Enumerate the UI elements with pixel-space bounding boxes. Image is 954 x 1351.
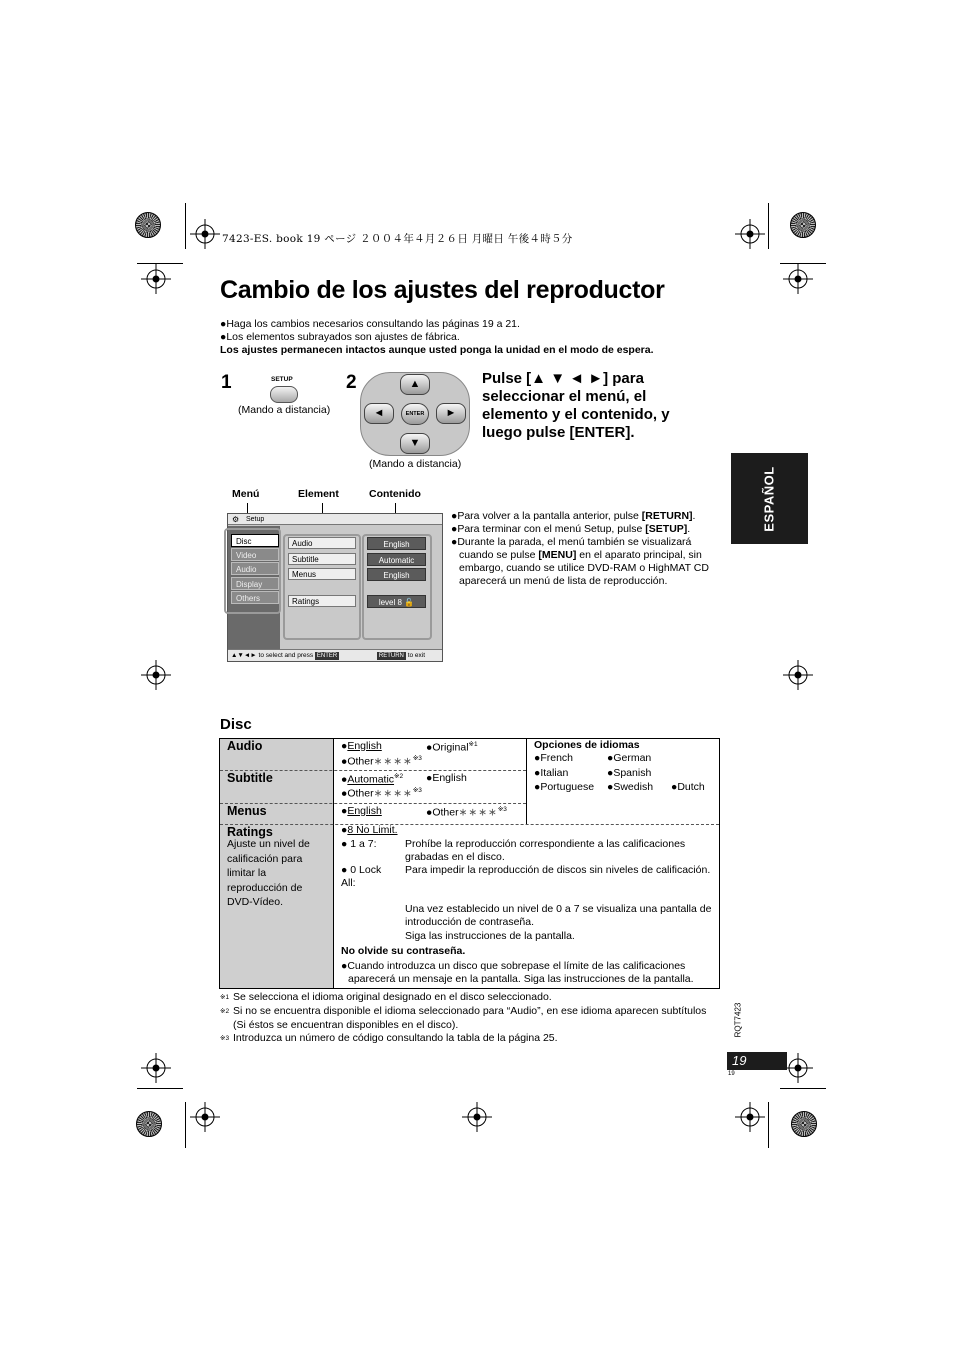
enter-button[interactable]: ENTER xyxy=(401,403,429,425)
ratings-follow-note: Siga las instrucciones de la pantalla. xyxy=(405,930,575,942)
disc-settings-table xyxy=(219,738,720,989)
row-label-subtitle: Subtitle xyxy=(227,771,273,785)
note-menu: ●Durante la parada, el menú también se visualizará cuando se pulse [MENU] en el aparato principal, sin embargo, cuando se utilice DVD-RAM o HighMAT CD aparecerá un menú de lista de reproducción. xyxy=(451,536,709,587)
registration-mark-icon xyxy=(783,660,813,690)
language-swedish: ●Swedish xyxy=(607,781,654,793)
menus-option-english: ●English xyxy=(341,805,382,817)
subtitle-option-automatic: ●Automatic$^{※2}$ xyxy=(341,773,404,786)
intro-line-bold: Los ajustes permanecen intactos aunque usted ponga la unidad en el modo de espera. xyxy=(220,343,654,356)
section-title: Disc xyxy=(220,716,252,733)
footnote: ※1 Se selecciona el idioma original designado en el disco seleccionado. xyxy=(220,991,552,1003)
language-french: ●French xyxy=(534,752,574,764)
note-setup: ●Para terminar con el menú Setup, pulse [SETUP]. xyxy=(451,523,691,535)
step-1-number: 1 xyxy=(221,372,232,393)
audio-option-original: ●Original$^{※1}$ xyxy=(426,741,478,754)
page-number-small: 19 xyxy=(728,1071,735,1077)
audio-option-other: ●Other∗∗∗∗$^{※3}$ xyxy=(341,755,422,768)
footnote: ※2 Si no se encuentra disponible el idioma seleccionado para “Audio”, en ese idioma aparecen subtítulos (Si éstos se encuentran disponibles en el disco). xyxy=(220,1004,707,1031)
step-2-number: 2 xyxy=(346,372,357,393)
subtitle-option-english: ●English xyxy=(426,772,467,784)
note-return: ●Para volver a la pantalla anterior, pulse [RETURN]. xyxy=(451,510,696,522)
language-italian: ●Italian xyxy=(534,767,569,779)
footer-exit-text: to exit xyxy=(407,652,426,659)
language-german: ●German xyxy=(607,752,652,764)
intro-notes xyxy=(220,318,654,356)
registration-mark-icon xyxy=(190,1102,220,1132)
screen-title: Setup xyxy=(246,516,265,523)
remote-caption: (Mando a distancia) xyxy=(238,404,331,416)
subtitle-option-other: ●Other∗∗∗∗$^{※3}$ xyxy=(341,787,422,800)
element-ratings[interactable]: Ratings xyxy=(288,595,356,607)
row-label-menus: Menus xyxy=(227,804,267,818)
menu-item-display[interactable]: Display xyxy=(231,577,279,590)
remote-caption: (Mando a distancia) xyxy=(369,458,462,470)
content-subtitle-value[interactable]: Automatic xyxy=(367,553,426,566)
registration-mark-icon xyxy=(735,219,765,249)
element-subtitle[interactable]: Subtitle xyxy=(288,553,356,565)
print-header: 7423-ES. book 19 ページ ２００４年４月２６日 月曜日 午後４時５分 xyxy=(222,233,573,245)
row-label-audio: Audio xyxy=(227,739,263,753)
setup-button[interactable] xyxy=(270,386,298,403)
password-warning-heading: No olvide su contraseña. xyxy=(341,945,466,957)
lock-icon: 🔓 xyxy=(404,598,415,607)
page-number: 19 xyxy=(727,1052,787,1070)
setup-screen xyxy=(227,513,443,662)
ratings-options xyxy=(341,824,716,986)
menu-item-others[interactable]: Others xyxy=(231,591,279,604)
footnote: ※3 Introduzca un número de código consultando la tabla de la página 25. xyxy=(220,1032,558,1045)
setup-icon: ⚙ xyxy=(232,515,240,524)
table-divider xyxy=(526,739,527,825)
screen-title-bar xyxy=(228,514,442,525)
intro-line: ●Haga los cambios necesarios consultando las páginas 19 a 21. xyxy=(220,318,520,330)
footer-select-text: ▲▼◄► to select and press xyxy=(231,652,314,659)
registration-mark-icon xyxy=(190,219,220,249)
ratings-description: Ajuste un nivel de calificación para limitar la reproducción de DVD-Vídeo. xyxy=(227,838,310,908)
registration-mark-icon xyxy=(735,1102,765,1132)
ratings-lock-all: ● 0 Lock All: Para impedir la reproducción de discos sin niveles de calificación. xyxy=(341,864,711,889)
registration-mark-icon xyxy=(141,1053,171,1083)
menu-item-audio[interactable]: Audio xyxy=(231,562,279,575)
label-element: Element xyxy=(298,488,339,500)
audio-option-english: ●English xyxy=(341,740,382,752)
up-arrow-button[interactable]: ▲ xyxy=(400,374,430,395)
document-code: RQT7423 xyxy=(733,1002,743,1038)
ratings-password-note: Una vez establecido un nivel de 0 a 7 se visualiza una pantalla de introducción de contraseña. xyxy=(405,903,712,928)
intro-line: ●Los elementos subrayados son ajustes de fábrica. xyxy=(220,330,460,343)
rosette-bottom-left-icon xyxy=(136,1111,162,1137)
rosette-top-right-icon xyxy=(790,212,816,238)
step-2-instruction: Pulse [▲ ▼ ◄ ►] para seleccionar el menú, el elemento y el contenido, y luego pulse [ENTER]. xyxy=(482,370,670,441)
language-tab xyxy=(731,453,808,544)
footnotes xyxy=(220,991,720,1046)
page-title: Cambio de los ajustes del reproductor xyxy=(220,276,665,304)
row-label-ratings: Ratings xyxy=(227,825,273,839)
language-tab-label: ESPAÑOL xyxy=(761,466,777,532)
left-arrow-button[interactable]: ◄ xyxy=(364,403,394,424)
language-spanish: ●Spanish xyxy=(607,767,652,779)
registration-mark-icon xyxy=(783,1053,813,1083)
rosette-top-left-icon xyxy=(135,212,161,238)
element-audio[interactable]: Audio xyxy=(288,537,356,549)
footer-return-key: RETURN xyxy=(378,653,404,659)
registration-mark-icon xyxy=(783,264,813,294)
registration-mark-icon xyxy=(141,660,171,690)
label-menu: Menú xyxy=(232,488,260,500)
content-ratings-value[interactable] xyxy=(367,595,426,608)
right-arrow-button[interactable]: ► xyxy=(436,403,466,424)
label-content: Contenido xyxy=(369,488,421,500)
content-menus-value[interactable]: English xyxy=(367,568,426,581)
password-warning-text: ●Cuando introduzca un disco que sobrepase el límite de las calificaciones aparecerá un mensaje en la pantalla. Siga las instrucciones de la pantalla. xyxy=(341,960,694,985)
language-portuguese: ●Portuguese xyxy=(534,781,595,793)
setup-button-label: SETUP xyxy=(271,376,293,383)
registration-mark-icon xyxy=(141,264,171,294)
menu-item-disc[interactable]: Disc xyxy=(231,534,279,547)
ratings-level: level 8 xyxy=(378,598,402,607)
registration-mark-icon xyxy=(462,1102,492,1132)
rosette-bottom-right-icon xyxy=(791,1111,817,1137)
menu-item-video[interactable]: Video xyxy=(231,548,279,561)
element-menus[interactable]: Menus xyxy=(288,568,356,580)
screen-footer xyxy=(228,649,442,661)
language-dutch: ●Dutch xyxy=(671,781,705,793)
usage-notes xyxy=(451,510,723,588)
menus-option-other: ●Other∗∗∗∗$^{※3}$ xyxy=(426,806,507,819)
down-arrow-button[interactable]: ▼ xyxy=(400,433,430,454)
language-options-heading: Opciones de idiomas xyxy=(534,739,640,751)
ratings-1-7: ● 1 a 7: Prohíbe la reproducción correspondiente a las calificaciones grabadas en el disco. xyxy=(341,838,686,863)
footer-enter-key: ENTER xyxy=(316,653,338,659)
content-audio-value[interactable]: English xyxy=(367,537,426,550)
ratings-default: ●8 No Limit. xyxy=(341,824,398,836)
dpad xyxy=(360,372,470,456)
